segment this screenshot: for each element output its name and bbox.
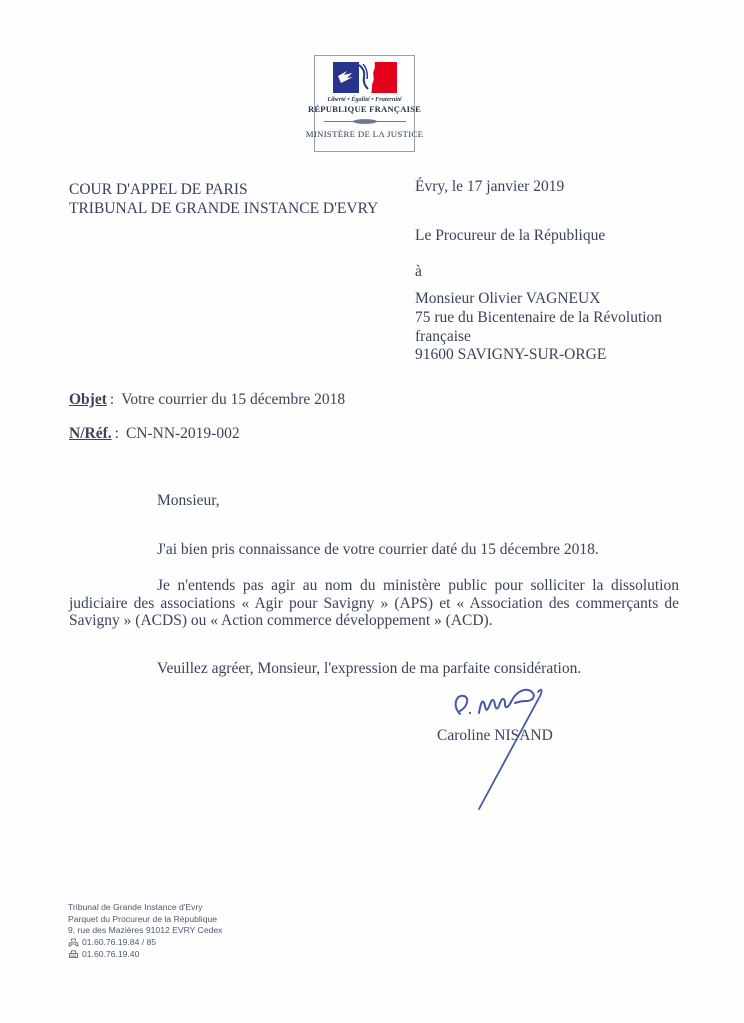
footer-block xyxy=(68,902,222,961)
sender-court-line: COUR D'APPEL DE PARIS xyxy=(69,181,248,198)
object-line xyxy=(69,391,345,409)
recipient-address-line3: 91600 SAVIGNY-SUR-ORGE xyxy=(415,346,607,364)
footer-phone-line xyxy=(68,937,222,949)
object-separator: : xyxy=(109,391,115,408)
footer-institution-line: Tribunal de Grande Instance d'Evry xyxy=(68,902,203,912)
salutation: Monsieur, xyxy=(157,492,220,509)
sender-tribunal-line: TRIBUNAL DE GRANDE INSTANCE D'EVRY xyxy=(69,199,379,217)
closing-formula: Veuillez agréer, Monsieur, l'expression de ma parfaite considération. xyxy=(157,660,582,677)
phone-icon xyxy=(68,938,79,947)
paragraph-decision: Je n'entends pas agir au nom du ministère public pour solliciter la dissolution judiciaire des associations « Agir pour Savigny » (APS) et « Association des commerçants de Savigny » (ACDS) ou « Action commerce développement » (ACD). xyxy=(69,577,679,630)
reference-line xyxy=(69,425,240,443)
logo-motto: Liberté • Égalité • Fraternité xyxy=(327,96,402,103)
logo-ministry-name: MINISTÈRE DE LA JUSTICE xyxy=(305,129,424,139)
recipient-address-line1: 75 rue du Bicentenaire de la Révolution xyxy=(415,308,663,326)
footer-address-line: 9, rue des Mazières 91012 EVRY Cedex xyxy=(68,925,223,936)
fax-icon xyxy=(68,950,79,959)
logo-republic-name: RÉPUBLIQUE FRANÇAISE xyxy=(307,104,422,114)
marianne-tricolor-icon xyxy=(333,62,397,93)
sender-block xyxy=(69,181,378,218)
handwritten-signature-icon xyxy=(444,686,556,818)
reference-value: CN-NN-2019-002 xyxy=(125,425,240,442)
footer-fax-line xyxy=(68,949,222,961)
to-particle: à xyxy=(415,263,422,280)
recipient-address-line2: française xyxy=(415,327,471,345)
dateline: Évry, le 17 janvier 2019 xyxy=(415,178,565,195)
logo-divider-lens-icon xyxy=(322,117,408,126)
paragraph-acknowledgement: J'ai bien pris connaissance de votre courrier daté du 15 décembre 2018. xyxy=(157,541,599,558)
footer-phone-number: 01.60.76.19.84 / 85 xyxy=(82,937,157,948)
recipient-address-block xyxy=(415,290,662,365)
footer-parquet-line: Parquet du Procureur de la République xyxy=(68,913,218,924)
object-value: Votre courrier du 15 décembre 2018 xyxy=(121,391,346,408)
reference-separator: : xyxy=(114,425,119,442)
footer-fax-number: 01.60.76.19.40 xyxy=(82,948,140,959)
reference-label: N/Réf. xyxy=(69,425,112,442)
recipient-name: Monsieur Olivier VAGNEUX xyxy=(415,290,601,307)
signature-name: Caroline NISAND xyxy=(437,727,553,744)
ministry-of-justice-logo xyxy=(305,55,424,152)
author-title-line: Le Procureur de la République xyxy=(415,227,606,244)
object-label: Objet xyxy=(69,391,107,408)
